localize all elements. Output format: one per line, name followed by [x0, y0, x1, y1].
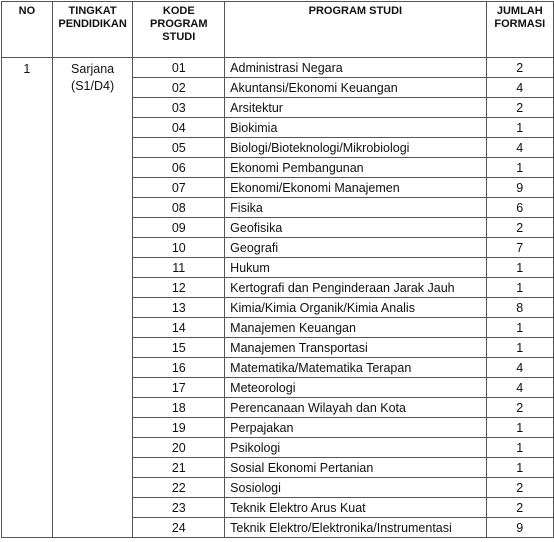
program-cell: Biologi/Bioteknologi/Mikrobiologi [225, 138, 486, 158]
header-tingkat [52, 2, 133, 58]
kode-cell: 13 [133, 298, 225, 318]
jumlah-cell: 1 [486, 438, 553, 458]
header-kode-line2: PROGRAM [150, 18, 208, 30]
jumlah-cell: 4 [486, 138, 553, 158]
header-program [225, 2, 486, 58]
jumlah-cell: 2 [486, 98, 553, 118]
kode-cell: 05 [133, 138, 225, 158]
program-cell: Sosial Ekonomi Pertanian [225, 458, 486, 478]
program-cell: Kertografi dan Penginderaan Jarak Jauh [225, 278, 486, 298]
jumlah-cell: 4 [486, 358, 553, 378]
table-row [2, 58, 554, 78]
program-cell: Perpajakan [225, 418, 486, 438]
jumlah-cell: 1 [486, 158, 553, 178]
jumlah-cell: 7 [486, 238, 553, 258]
kode-cell: 20 [133, 438, 225, 458]
kode-cell: 17 [133, 378, 225, 398]
kode-cell: 10 [133, 238, 225, 258]
header-tingkat-line1: TINGKAT [68, 5, 117, 17]
header-program-label: PROGRAM STUDI [308, 5, 403, 17]
jumlah-cell: 4 [486, 378, 553, 398]
jumlah-cell: 8 [486, 298, 553, 318]
kode-cell: 18 [133, 398, 225, 418]
kode-cell: 12 [133, 278, 225, 298]
jumlah-cell: 2 [486, 218, 553, 238]
program-cell: Teknik Elektro/Elektronika/Instrumentasi [225, 518, 486, 538]
program-cell: Manajemen Transportasi [225, 338, 486, 358]
kode-cell: 11 [133, 258, 225, 278]
jumlah-cell: 6 [486, 198, 553, 218]
formasi-table [1, 1, 554, 538]
program-cell: Psikologi [225, 438, 486, 458]
header-no-label: NO [18, 5, 36, 17]
header-row [2, 2, 554, 58]
jumlah-cell: 9 [486, 178, 553, 198]
kode-cell: 08 [133, 198, 225, 218]
program-cell: Fisika [225, 198, 486, 218]
kode-cell: 07 [133, 178, 225, 198]
program-cell: Perencanaan Wilayah dan Kota [225, 398, 486, 418]
jumlah-cell: 4 [486, 78, 553, 98]
jumlah-cell: 1 [486, 418, 553, 438]
group-no: 1 [23, 62, 31, 76]
jumlah-cell: 2 [486, 498, 553, 518]
program-cell: Biokimia [225, 118, 486, 138]
group-no-cell [2, 58, 53, 538]
jumlah-cell: 2 [486, 398, 553, 418]
header-jumlah [486, 2, 553, 58]
kode-cell: 04 [133, 118, 225, 138]
group-tingkat-line2: (S1/D4) [71, 79, 115, 93]
kode-cell: 06 [133, 158, 225, 178]
kode-cell: 24 [133, 518, 225, 538]
program-cell: Meteorologi [225, 378, 486, 398]
program-cell: Sosiologi [225, 478, 486, 498]
jumlah-cell: 1 [486, 118, 553, 138]
jumlah-cell: 1 [486, 458, 553, 478]
header-no [2, 2, 53, 58]
kode-cell: 19 [133, 418, 225, 438]
jumlah-cell: 9 [486, 518, 553, 538]
kode-cell: 21 [133, 458, 225, 478]
jumlah-cell: 1 [486, 278, 553, 298]
program-cell: Ekonomi Pembangunan [225, 158, 486, 178]
header-kode-line1: KODE [162, 5, 195, 17]
kode-cell: 14 [133, 318, 225, 338]
program-cell: Matematika/Matematika Terapan [225, 358, 486, 378]
kode-cell: 23 [133, 498, 225, 518]
jumlah-cell: 1 [486, 258, 553, 278]
header-tingkat-line2: PENDIDIKAN [58, 18, 127, 30]
jumlah-cell: 1 [486, 318, 553, 338]
kode-cell: 03 [133, 98, 225, 118]
program-cell: Arsitektur [225, 98, 486, 118]
kode-cell: 16 [133, 358, 225, 378]
header-jumlah-line1: JUMLAH [496, 5, 543, 17]
program-cell: Administrasi Negara [225, 58, 486, 78]
kode-cell: 09 [133, 218, 225, 238]
program-cell: Hukum [225, 258, 486, 278]
jumlah-cell: 2 [486, 478, 553, 498]
program-cell: Geofisika [225, 218, 486, 238]
header-kode-line3: STUDI [162, 31, 196, 43]
header-kode [133, 2, 225, 58]
jumlah-cell: 1 [486, 338, 553, 358]
program-cell: Kimia/Kimia Organik/Kimia Analis [225, 298, 486, 318]
program-cell: Manajemen Keuangan [225, 318, 486, 338]
program-cell: Ekonomi/Ekonomi Manajemen [225, 178, 486, 198]
program-cell: Akuntansi/Ekonomi Keuangan [225, 78, 486, 98]
group-tingkat-line1: Sarjana [71, 62, 115, 76]
jumlah-cell: 2 [486, 58, 553, 78]
group-tingkat-cell [52, 58, 133, 538]
program-cell: Teknik Elektro Arus Kuat [225, 498, 486, 518]
kode-cell: 01 [133, 58, 225, 78]
kode-cell: 02 [133, 78, 225, 98]
program-cell: Geografi [225, 238, 486, 258]
table-body [2, 58, 554, 538]
kode-cell: 15 [133, 338, 225, 358]
header-jumlah-line2: FORMASI [494, 18, 546, 30]
kode-cell: 22 [133, 478, 225, 498]
